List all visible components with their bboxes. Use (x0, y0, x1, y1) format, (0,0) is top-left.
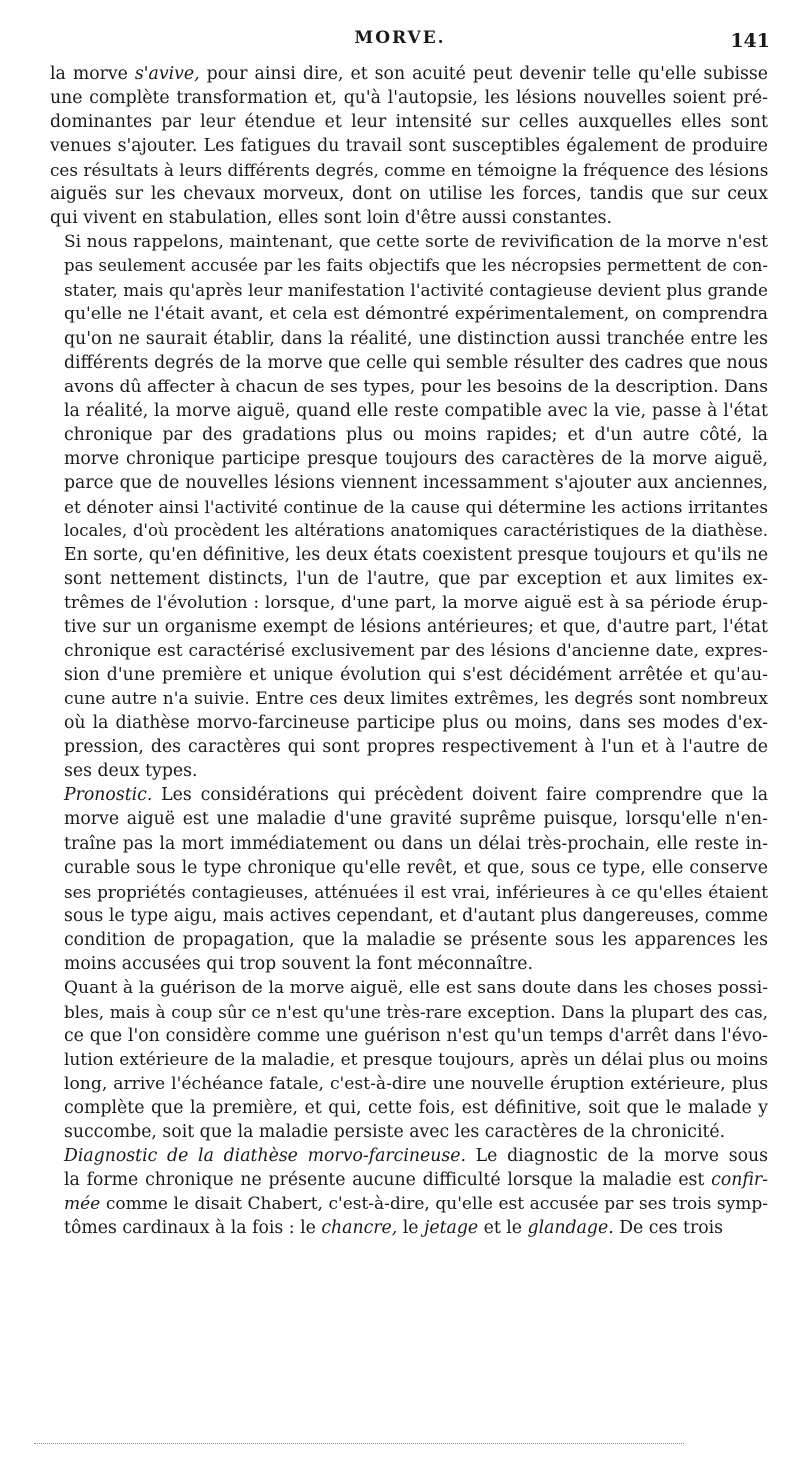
text-run: comme le disait Chabert, c'est-à-dire, qu'elle est accusée par ses trois symp- (100, 1194, 768, 1215)
text-run: et le (478, 1218, 528, 1239)
text-line (50, 158, 768, 182)
text-line (50, 519, 768, 543)
text-line (50, 447, 768, 471)
paragraph-1 (50, 62, 768, 230)
text-run: qu'elle ne l'était avant, et cela est démontré expérimentalement, on comprendra (64, 304, 768, 325)
italic-text: Pronostic. (64, 785, 153, 806)
text-line (50, 1024, 768, 1048)
text-run: curable sous le type chronique qu'elle revêt, et que, sous ce type, elle conserve (64, 857, 768, 878)
text-line (50, 1144, 768, 1168)
text-line (50, 375, 768, 399)
text-line (50, 928, 768, 952)
text-run: trêmes de l'évolution : lorsque, d'une part, la morve aiguë est à sa période érup- (64, 593, 768, 614)
text-line (50, 1048, 768, 1072)
italic-text: s'avive, (134, 64, 200, 84)
text-run: et dénoter ainsi l'activité continue de la cause qui détermine les actions irritantes (64, 496, 768, 517)
text-run: sion d'une première et unique évolution qui s'est décidément arrêtée et qu'au- (64, 665, 768, 686)
italic-text: Diagnostic de la diathèse morvo-farcineuse. (64, 1146, 466, 1167)
text-line (50, 471, 768, 495)
text-line (50, 904, 768, 928)
text-run: parce que de nouvelles lésions viennent incessamment s'ajouter aux anciennes, (64, 472, 768, 493)
text-line (50, 1216, 768, 1240)
text-line (50, 62, 768, 86)
italic-text: chancre, (321, 1218, 398, 1239)
italic-text: jetage (424, 1218, 479, 1239)
text-run: Quant à la guérison de la morve aiguë, elle est sans doute dans les choses possi- (64, 977, 768, 998)
text-run: la réalité, la morve aiguë, quand elle reste compatible avec la vie, passe à l'état (64, 400, 768, 421)
text-line (50, 759, 768, 783)
text-run: bles, mais à coup sûr ce n'est qu'une très-rare exception. Dans la plupart des cas, (64, 1001, 768, 1022)
text-line (50, 615, 768, 639)
text-line (50, 206, 768, 230)
text-run: traîne pas la mort immédiatement ou dans un délai très-prochain, elle reste in- (64, 833, 768, 854)
text-line (50, 302, 768, 326)
footer-dotted-rule (34, 1443, 684, 1444)
text-line (50, 663, 768, 687)
text-line (50, 399, 768, 423)
text-line (50, 134, 768, 158)
text-run: Les considérations qui précèdent doivent faire comprendre que la (152, 785, 768, 806)
paragraph-4 (50, 976, 768, 1144)
text-run: morve chronique participe presque toujours des caractères de la morve aiguë, (64, 448, 768, 469)
text-line (50, 1072, 768, 1096)
paragraph-2 (50, 230, 768, 783)
text-run: le (397, 1218, 424, 1239)
text-run: pour ainsi dire, et son acuité peut devenir telle qu'elle subisse (199, 64, 769, 84)
text-line (50, 952, 768, 976)
text-run: venues s'ajouter. Les fatigues du travail sont susceptibles également de produire (50, 136, 768, 157)
italic-text: confir- (711, 1170, 768, 1191)
text-run: complète que la première, et qui, cette fois, est définitive, soit que le malade y (64, 1098, 768, 1119)
text-line (50, 495, 768, 519)
page-header (0, 24, 800, 54)
text-run: la morve (50, 64, 135, 84)
text-line (50, 832, 768, 856)
text-line (50, 351, 768, 375)
text-run: ce que l'on considère comme une guérison n'est qu'un temps d'arrêt dans l'évo- (64, 1025, 768, 1046)
text-run: sont nettement distincts, l'un de l'autre, que par exception et aux limites ex- (64, 568, 768, 589)
text-line (50, 711, 768, 735)
italic-text: mée (64, 1194, 101, 1215)
text-line (50, 543, 768, 567)
paragraph-3 (50, 783, 768, 975)
paragraph-5 (50, 1144, 768, 1240)
text-line (50, 182, 768, 206)
text-run: pas seulement accusée par les faits objectifs que les nécropsies permettent de con- (64, 256, 768, 276)
text-line (50, 807, 768, 831)
text-line (50, 783, 768, 807)
text-run: condition de propagation, que la maladie se présente sous les apparences les (64, 929, 768, 950)
text-run: De ces trois (613, 1218, 724, 1239)
text-line (50, 1096, 768, 1120)
text-line (50, 1000, 768, 1024)
running-title: MORVE. (354, 28, 446, 48)
text-run: chronique par des gradations plus ou moins rapides; et d'un autre côté, la (64, 424, 768, 445)
italic-text: glandage. (527, 1218, 614, 1239)
text-line (50, 327, 768, 351)
text-line (50, 976, 768, 1000)
text-run: long, arrive l'échéance fatale, c'est-à-dire une nouvelle éruption extérieure, plus (64, 1073, 768, 1094)
text-run: une complète transformation et, qu'à l'autopsie, les lésions nouvelles soient pré- (50, 88, 768, 109)
text-run: chronique est caractérisé exclusivement par des lésions d'ancienne date, expres- (64, 641, 768, 662)
text-line (50, 639, 768, 663)
text-run: stater, mais qu'après leur manifestation l'activité contagieuse devient plus grande (64, 280, 768, 301)
text-run: ces résultats à leurs différents degrés, comme en témoigne la fréquence des lésions (50, 160, 769, 181)
text-run: lution extérieure de la maladie, et presque toujours, après un délai plus ou moins (64, 1049, 768, 1070)
text-run: dominantes par leur étendue et leur intensité sur celles auxquelles elles sont (50, 112, 768, 133)
text-run: différents degrés de la morve que celle qui semble résulter des cadres que nous (64, 352, 768, 373)
text-line (50, 1120, 768, 1144)
text-run: succombe, soit que la maladie persiste avec les caractères de la chronicité. (64, 1122, 726, 1143)
text-line (50, 254, 768, 278)
text-line (50, 230, 768, 254)
text-line (50, 735, 768, 759)
text-line (50, 687, 768, 711)
text-run: qui vivent en stabulation, elles sont loin d'être aussi constantes. (50, 208, 612, 229)
text-run: ses deux types. (64, 761, 198, 782)
text-line (50, 278, 768, 302)
body-text (50, 62, 768, 1240)
text-line (50, 880, 768, 904)
text-run: tive sur un organisme exempt de lésions antérieures; et que, d'autre part, l'état (64, 617, 768, 638)
text-line (50, 110, 768, 134)
text-line (50, 1168, 768, 1192)
text-run: cune autre n'a suivie. Entre ces deux limites extrêmes, les degrés sont nombreux (64, 689, 768, 710)
text-run: pression, des caractères qui sont propres respectivement à l'un et à l'autre de (64, 737, 768, 758)
text-line (50, 86, 768, 110)
text-run: Le diagnostic de la morve sous (465, 1146, 768, 1167)
text-line (50, 423, 768, 447)
text-line (50, 567, 768, 591)
text-run: la forme chronique ne présente aucune difficulté lorsque la maladie est (64, 1170, 712, 1191)
text-run: ses propriétés contagieuses, atténuées il est vrai, inférieures à ce qu'elles étaient (64, 881, 768, 902)
text-run: où la diathèse morvo-farcineuse participe plus ou moins, dans ses modes d'ex- (64, 713, 768, 734)
text-line (50, 591, 768, 615)
text-run: tômes cardinaux à la fois : le (64, 1218, 322, 1239)
text-run: locales, d'où procèdent les altérations anatomiques caractéristiques de la diathèse. (64, 520, 768, 540)
page-number: 141 (730, 30, 770, 52)
text-run: qu'on ne saurait établir, dans la réalité, une distinction aussi tranchée entre les (64, 328, 768, 349)
text-run: morve aiguë est une maladie d'une gravité suprême puisque, lorsqu'elle n'en- (64, 809, 768, 830)
text-run: avons dû affecter à chacun de ses types, pour les besoins de la description. Dans (64, 376, 768, 397)
text-run: aiguës sur les chevaux morveux, dont on utilise les forces, tandis que sur ceux (50, 184, 768, 205)
text-run: sous le type aigu, mais actives cependant, et d'autant plus dangereuses, comme (64, 905, 768, 926)
text-run: moins accusées qui trop souvent la font méconnaître. (64, 953, 534, 974)
text-line (50, 1192, 768, 1216)
text-line (50, 856, 768, 880)
text-run: Si nous rappelons, maintenant, que cette sorte de revivification de la morve n'est (64, 232, 768, 253)
text-run: En sorte, qu'en définitive, les deux états coexistent presque toujours et qu'ils ne (64, 544, 769, 565)
